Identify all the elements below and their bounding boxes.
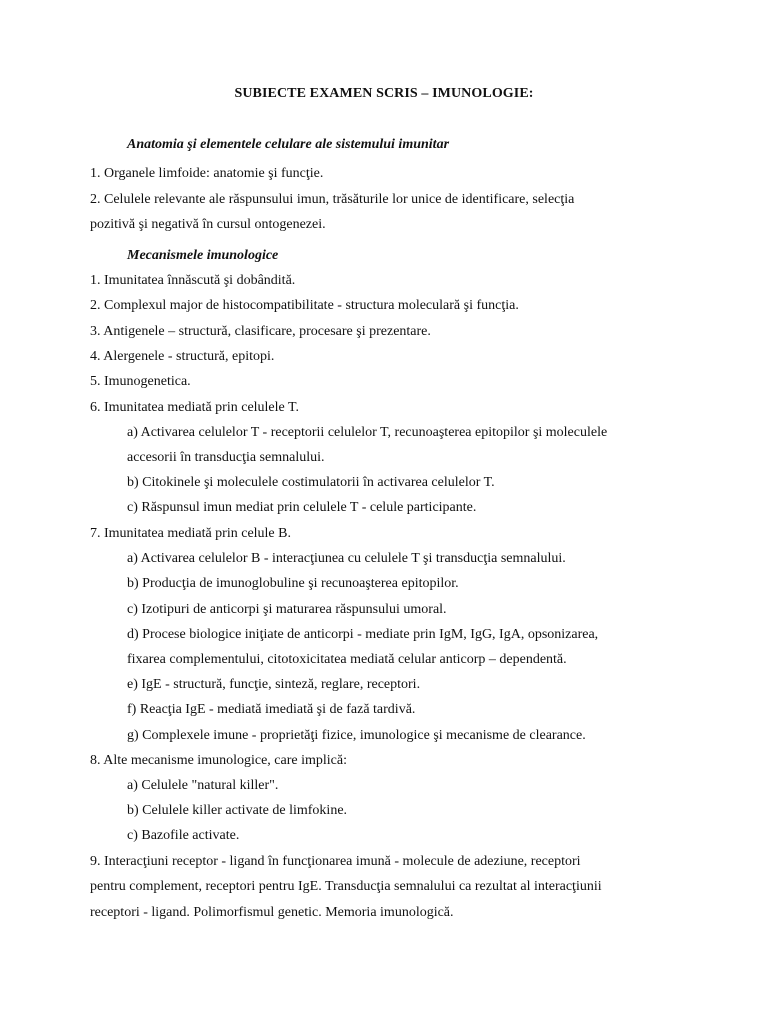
page-title: SUBIECTE EXAMEN SCRIS – IMUNOLOGIE: bbox=[234, 86, 534, 101]
sub-item: c) Răspunsul imun mediat prin celulele T - celule participante. bbox=[127, 500, 477, 515]
sub-item: c) Bazofile activate. bbox=[127, 828, 240, 843]
sub-item-continuation: fixarea complementului, citotoxicitatea mediată celular anticorp – dependentă. bbox=[127, 652, 567, 667]
sub-item: e) IgE - structură, funcţie, sinteză, reglare, receptori. bbox=[127, 677, 421, 692]
list-item: 2. Complexul major de histocompatibilitate - structura moleculară şi funcţia. bbox=[90, 298, 519, 313]
list-item: 1. Organele limfoide: anatomie şi funcţie. bbox=[90, 166, 324, 181]
sub-item: a) Celulele "natural killer". bbox=[127, 778, 279, 793]
sub-item: g) Complexele imune - proprietăţi fizice, imunologice şi mecanisme de clearance. bbox=[127, 728, 586, 743]
list-item-continuation: pozitivă şi negativă în cursul ontogenezei. bbox=[90, 217, 326, 232]
sub-item-continuation: accesorii în transducţia semnalului. bbox=[127, 450, 325, 465]
sub-item: d) Procese biologice iniţiate de anticorpi - mediate prin IgM, IgG, IgA, opsonizarea, bbox=[127, 627, 599, 642]
sub-item: f) Reacţia IgE - mediată imediată şi de fază tardivă. bbox=[127, 702, 416, 717]
list-item-continuation: receptori - ligand. Polimorfismul genetic. Memoria imunologică. bbox=[90, 905, 454, 920]
list-item: 8. Alte mecanisme imunologice, care implică: bbox=[90, 753, 347, 768]
section-heading-mechanisms: Mecanismele imunologice bbox=[127, 248, 279, 263]
sub-item: c) Izotipuri de anticorpi şi maturarea răspunsului umoral. bbox=[127, 602, 447, 617]
list-item: 6. Imunitatea mediată prin celulele T. bbox=[90, 400, 300, 415]
sub-item: b) Celulele killer activate de limfokine. bbox=[127, 803, 348, 818]
list-item-continuation: pentru complement, receptori pentru IgE. Transducţia semnalului ca rezultat al interacţiunii bbox=[90, 879, 602, 894]
list-item: 2. Celulele relevante ale răspunsului imun, trăsăturile lor unice de identificare, selecţia bbox=[90, 192, 575, 207]
sub-item: a) Activarea celulelor T - receptorii celulelor T, recunoaşterea epitopilor şi moleculele bbox=[127, 425, 608, 440]
list-item: 7. Imunitatea mediată prin celule B. bbox=[90, 526, 291, 541]
list-item: 1. Imunitatea înnăscută şi dobândită. bbox=[90, 273, 296, 288]
sub-item: a) Activarea celulelor B - interacţiunea cu celulele T şi transducţia semnalului. bbox=[127, 551, 566, 566]
sub-item: b) Producţia de imunoglobuline şi recunoaşterea epitopilor. bbox=[127, 576, 459, 591]
list-item: 5. Imunogenetica. bbox=[90, 374, 191, 389]
sub-item: b) Citokinele şi moleculele costimulatorii în activarea celulelor T. bbox=[127, 475, 495, 490]
section-heading-anatomy: Anatomia şi elementele celulare ale sistemului imunitar bbox=[127, 137, 450, 152]
list-item: 3. Antigenele – structură, clasificare, procesare şi prezentare. bbox=[90, 324, 431, 339]
list-item: 4. Alergenele - structură, epitopi. bbox=[90, 349, 275, 364]
list-item: 9. Interacţiuni receptor - ligand în funcţionarea imună - molecule de adeziune, receptori bbox=[90, 854, 581, 869]
